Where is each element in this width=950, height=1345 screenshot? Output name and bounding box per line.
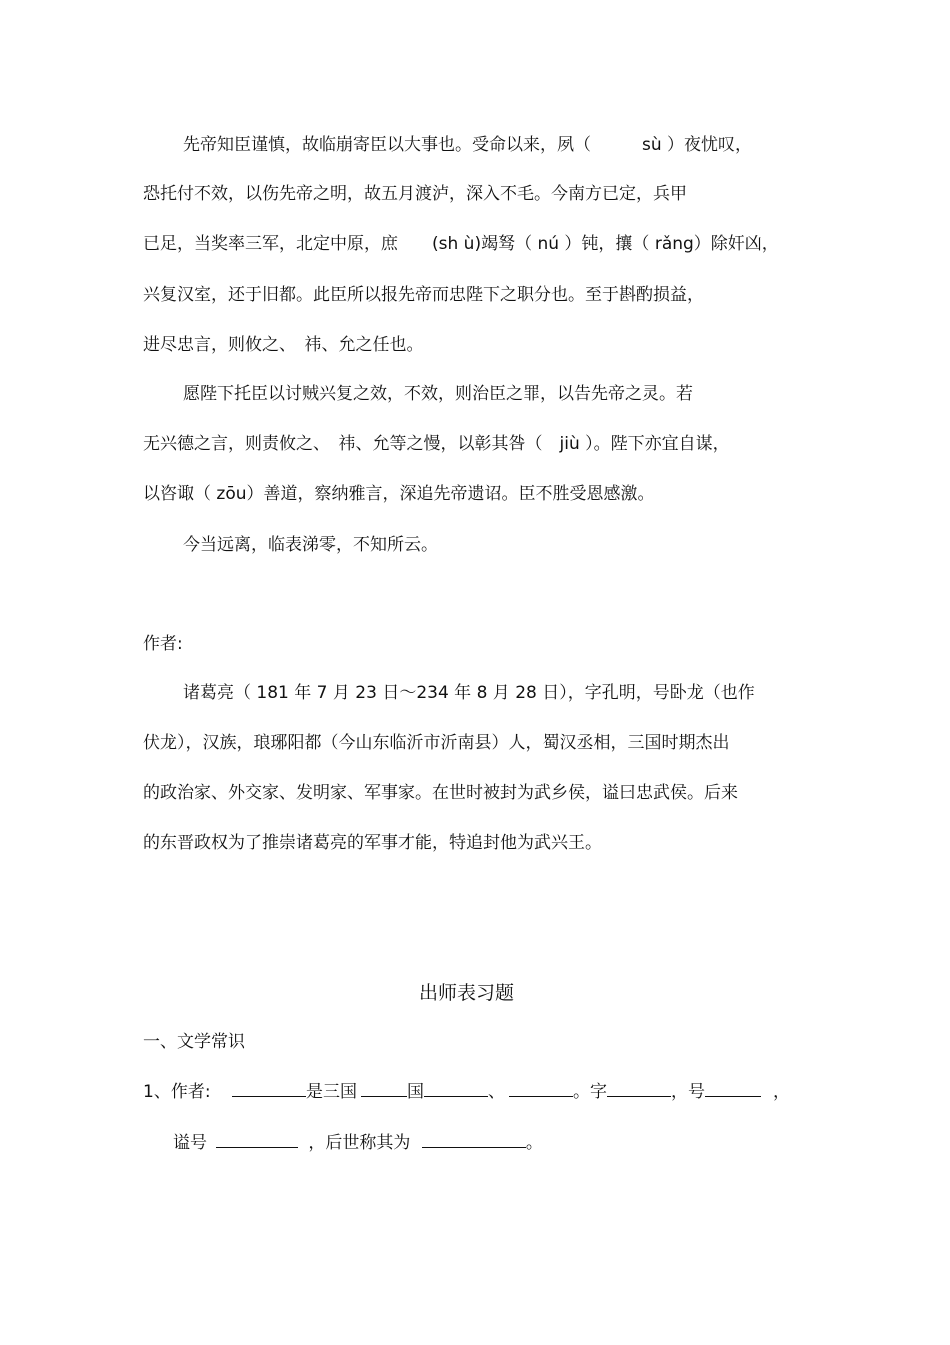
q1-text-7: 谥号 (173, 1133, 207, 1153)
q1-text-1: 是三国 (305, 1082, 357, 1102)
passage-line-6: 愿陛下托臣以讨贼兴复之效，不效，则治臣之罪，以告先帝之灵。若 (183, 384, 693, 404)
blank-title-2[interactable] (509, 1082, 573, 1097)
exercise-title: 出师表习题 (419, 982, 515, 1004)
q1-text-5: ，号 (670, 1082, 705, 1102)
question-1-line-2 (173, 1131, 543, 1155)
author-line-2: 伏龙），汉族，琅琊阳都（今山东临沂市沂南县）人，蜀汉丞相，三国时期杰出 (143, 733, 730, 753)
passage-line-3: 已足，当奖率三军，北定中原，庶 (sh ù)竭驽（ nú ）钝，攘（ rǎng）除奸凶， (143, 234, 779, 254)
blank-art-name[interactable] (705, 1082, 761, 1097)
section-1-heading: 一、文学常识 (143, 1032, 245, 1052)
q1-text-8: ，后世称其为 (308, 1133, 411, 1153)
q1-text-4: 。字 (572, 1082, 607, 1102)
q1-text-2: 国 (406, 1082, 424, 1102)
blank-courtesy-name[interactable] (607, 1082, 671, 1097)
passage-line-9: 今当远离，临表涕零，不知所云。 (183, 535, 438, 555)
blank-kingdom[interactable] (361, 1082, 407, 1097)
blank-later-title[interactable] (422, 1133, 526, 1148)
passage-line-1: 先帝知臣谨慎，故临崩寄臣以大事也。受命以来，夙（ sù ）夜忧叹， (183, 135, 753, 155)
question-1-line-1 (143, 1080, 790, 1104)
passage-line-7: 无兴德之言，则责攸之、 祎、允等之慢，以彰其咎（ jiù ）。陛下亦宜自谋， (143, 434, 730, 454)
passage-line-8: 以咨诹（ zōu）善道，察纳雅言，深追先帝遗诏。臣不胜受恩感激。 (143, 484, 655, 504)
q1-text-6: ， (772, 1082, 790, 1102)
passage-line-4: 兴复汉室，还于旧都。此臣所以报先帝而忠陛下之职分也。至于斟酌损益， (143, 285, 704, 305)
blank-posthumous-name[interactable] (216, 1133, 298, 1148)
author-line-1: 诸葛亮（ 181 年 7 月 23 日～234 年 8 月 28 日），字孔明，号卧龙（也作 (183, 683, 755, 703)
passage-line-5: 进尽忠言，则攸之、 祎、允之任也。 (143, 335, 424, 355)
blank-author-name[interactable] (232, 1082, 306, 1097)
blank-title-1[interactable] (424, 1082, 488, 1097)
author-line-4: 的东晋政权为了推崇诸葛亮的军事才能，特追封他为武兴王。 (143, 833, 602, 853)
question-1-prefix: 1、作者: (143, 1082, 211, 1102)
q1-text-3: 、 (487, 1082, 505, 1102)
q1-text-9: 。 (525, 1133, 543, 1153)
author-line-3: 的政治家、外交家、发明家、军事家。在世时被封为武乡侯，谥曰忠武侯。后来 (143, 783, 738, 803)
passage-line-2: 恐托付不效，以伤先帝之明，故五月渡泸，深入不毛。今南方已定，兵甲 (143, 184, 687, 204)
author-heading: 作者: (143, 634, 183, 654)
